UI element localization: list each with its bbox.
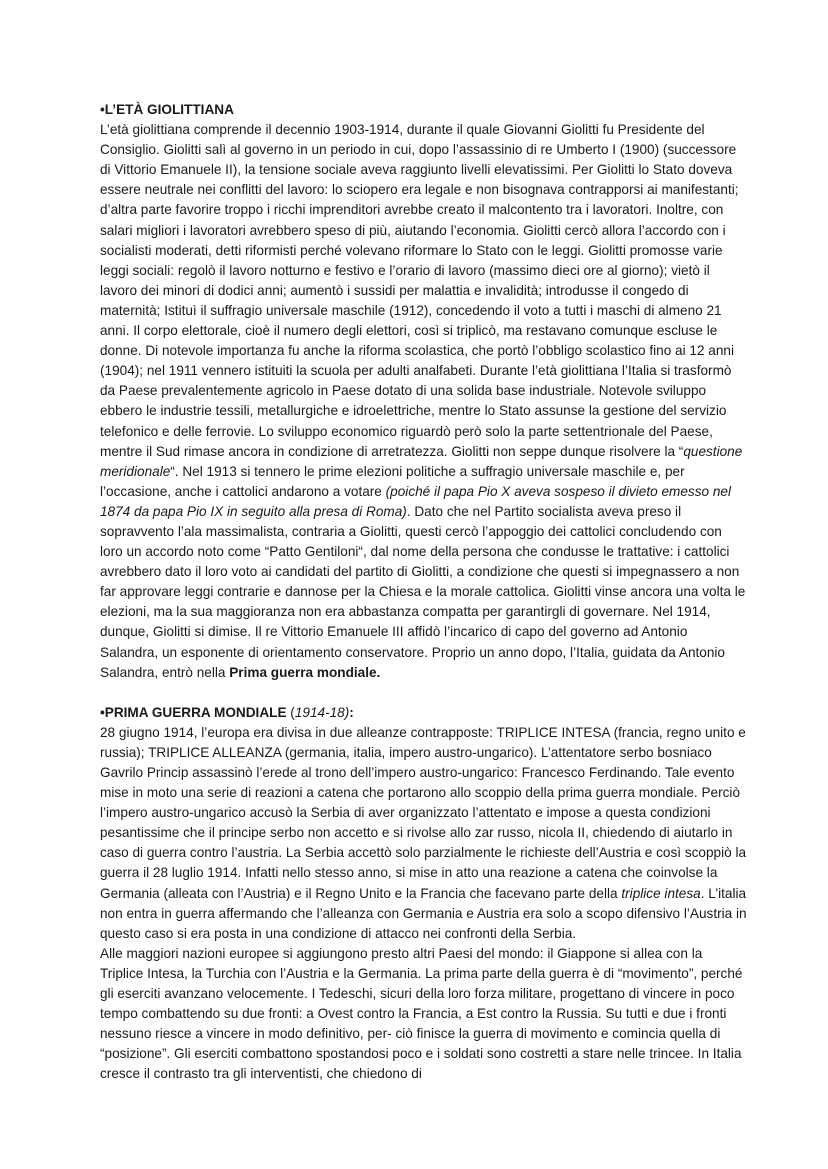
section-title-text: •PRIMA GUERRA MONDIALE (100, 704, 287, 720)
text-run: L’età giolittiana comprende il decennio 1903-1914, durante il quale Giovanni Giolitti fu Presidente del Consiglio. Giolitti salì al governo in un periodo in cui, dopo l’assassinio di re Umberto I (1900) (successore di Vittorio Emanuele II), la tensione sociale aveva raggiunto livelli elevatissimi. Per Giolitti lo Stato doveva essere neutrale nei conflitti del lavoro: lo sciopero era legale e non bisognava contrapporsi ai manifestanti; d’altra parte favorire troppo i ricchi imprenditori avrebbe creato il malcontento tra i lavoratori. Inoltre, con salari migliori i lavoratori avrebbero speso di più, aiutando l’economia. Giolitti cercò allora l’accordo con i socialisti moderati, detti riformisti perché volevano riformare lo Stato con le leggi. Giolitti promosse varie leggi sociali: regolò il lavoro notturno e festivo e l’orario di lavoro (massimo dieci ore al giorno); vietò il lavoro dei minori di dodici anni; aumentò i sussidi per malattia e invalidità; introdusse il congedo di maternità; Istituì il suffragio universale maschile (1912), concedendo il voto a tutti i maschi di almeno 21 anni. Il corpo elettorale, cioè il numero degli elettori, così si triplicò, ma restavano comunque escluse le donne. Di notevole importanza fu anche la riforma scolastica, che portò l’obbligo scolastico fino ai 12 anni (1904); nel 1911 vennero istituiti la scuola per adulti analfabeti. Durante l’età giolittiana l’Italia si trasformò da Paese prevalentemente agricolo in Paese dotato di una solida base industriale. Notevole sviluppo ebbero le industrie tessili, metallurgiche e idroelettriche, mentre lo Stato assunse la gestione del servizio telefonico e delle ferrovie. Lo sviluppo economico riguardò però solo la parte settentrionale del Paese, mentre il Sud rimase ancora in condizione di arretratezza. Giolitti non seppe dunque risolvere la “ (100, 122, 739, 459)
paragraph-eta-giolittiana (100, 120, 748, 683)
text-run: Alle maggiori nazioni europee si aggiungono presto altri Paesi del mondo: il Giappone si allea con la Triplice Intesa, la Turchia con l’Austria e la Germania. La prima parte della guerra è di “movimento”, perché gli eserciti avanzano velocemente. I Tedeschi, sicuri della loro forza militare, progettano di vincere in poco tempo combattendo su due fronti: a Ovest contro la Francia, a Est contro la Russia. Su tutti e due i fronti nessuno riesce a vincere in modo definitivo, per- ciò finisce la guerra di movimento e comincia quella di “posizione”. Gli eserciti combattono spostandosi poco e i soldati sono costretti a stare nelle trincee. In Italia cresce il contrasto tra gli interventisti, che chiedono di (100, 945, 743, 1082)
italic-text: triplice intesa (621, 885, 701, 901)
section-title-text: •L’ETÀ GIOLITTIANA (100, 102, 234, 117)
text-run: . Dato che nel Partito socialista aveva preso il sopravvento l’ala massimalista, contraria a Giolitti, questi cercò l’appoggio dei cattolici concludendo con loro un accordo noto come “Patto Gentiloni“, dal nome della persona che condusse le trattative: i cattolici avrebbero dato il loro voto ai candidati del partito di Giolitti, a condizione che questi si impegnassero a non far approvare leggi contrarie e dannose per la Chiesa e la morale cattolica. Giolitti vinse ancora una volta le elezioni, ma la sua maggioranza non era abbastanza compatta per garantirgli di governare. Nel 1914, dunque, Giolitti si dimise. Il re Vittorio Emanuele III affidò l’incarico di capo del governo ad Antonio Salandra, un esponente di orientamento conservatore. Proprio un anno dopo, l’Italia, guidata da Antonio Salandra, entrò nella (100, 503, 746, 680)
text-run: 28 giugno 1914, l’europa era divisa in due alleanze contrapposte: TRIPLICE INTESA (francia, regno unito e russia); TRIPLICE ALLEANZA (germania, italia, impero austro-ungarico). L’attentatore serbo bosniaco Gavrilo Princip assassinò l’erede al trono dell’impero austro-ungarico: Francesco Ferdinando. Tale evento mise in moto una serie di reazioni a catena che portarono allo scoppio della prima guerra mondiale. Perciò l’impero austro-ungarico accusò la Serbia di aver organizzato l’attentato e impose a questa condizioni pesantissime che il principe serbo non accetto e si rivolse allo zar russo, nicola II, chiedendo di aiutarlo in caso di guerra contro l’austria. La Serbia accettò solo parzialmente le richieste dell’Austria e così scoppiò la guerra il 28 luglio 1914. Infatti nello stesso anno, si mise in atto una reazione a catena che coinvolse la Germania (alleata con l’Austria) e il Regno Unito e la Francia che facevano parte della (100, 724, 747, 901)
title-paren: ( (286, 704, 295, 720)
text-run: “. Nel 1913 si tennero le prime elezioni politiche a suffragio universale maschile e, per l’occasione, anche i cattolici andarono a votare (100, 463, 685, 499)
paragraph-prima-guerra-2 (100, 944, 748, 1085)
section-title-prima-guerra-mondiale (100, 703, 748, 723)
title-colon: : (349, 704, 354, 720)
text-run: . L’italia non entra in guerra affermando che l’alleanza con Germania e Austria era solo a scopo difensivo l’Austria in questo caso si era posta in una condizione di attacco nei confronti della Serbia. (100, 885, 747, 941)
paragraph-prima-guerra-1 (100, 723, 748, 944)
bold-text: Prima guerra mondiale. (229, 664, 381, 680)
section-title-eta-giolittiana (100, 100, 748, 120)
section-spacer (100, 683, 748, 703)
italic-text: (poiché il papa Pio X aveva sospeso il divieto emesso nel 1874 da papa Pio IX in seguito alla presa di Roma) (100, 483, 731, 519)
title-dates: 1914-18) (294, 704, 350, 720)
italic-text: questione meridionale (100, 443, 743, 479)
